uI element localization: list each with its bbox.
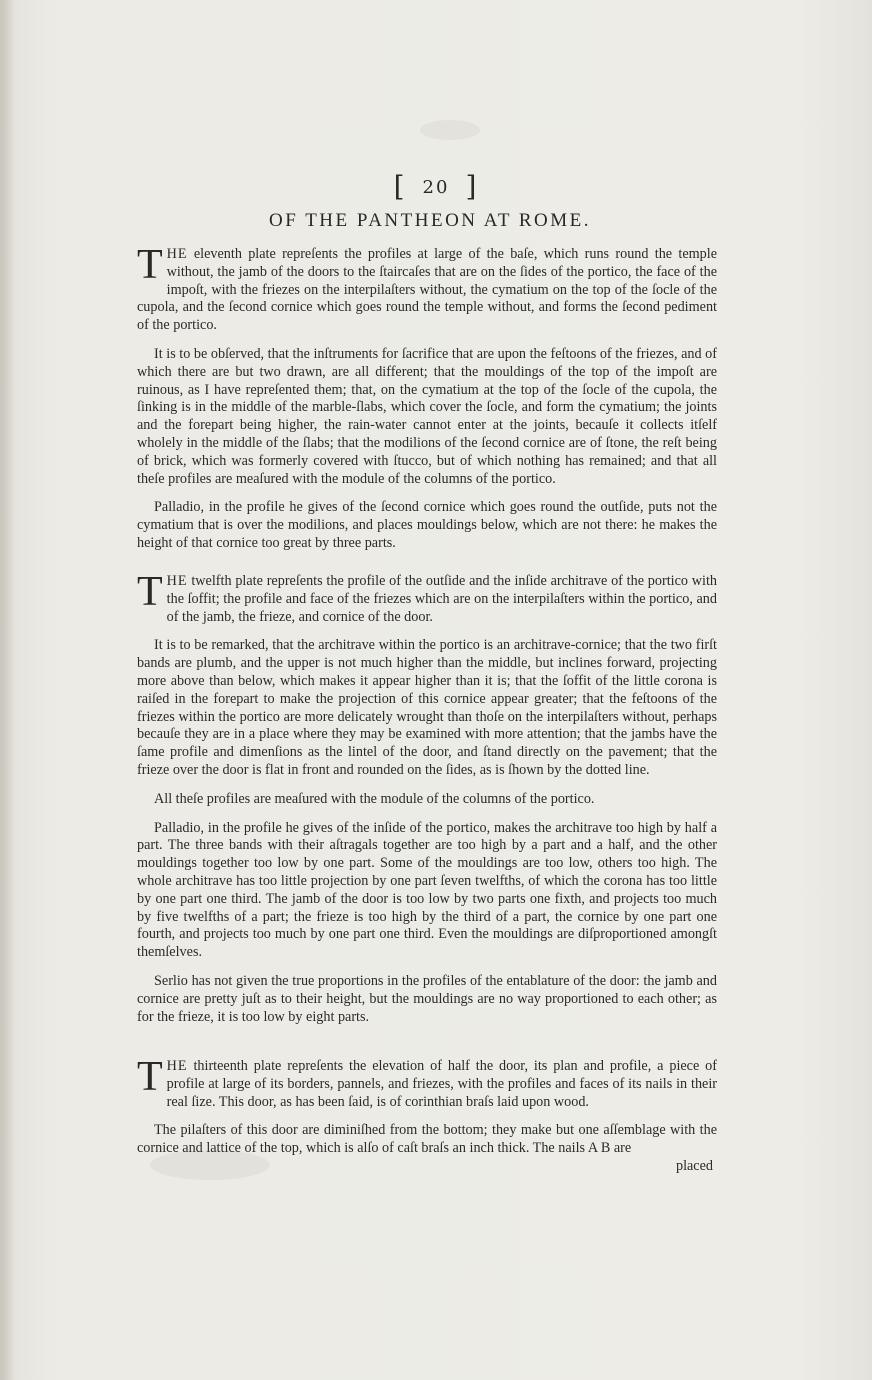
page-title: OF THE PANTHEON AT ROME.: [269, 210, 591, 231]
drop-cap: T: [137, 569, 163, 615]
drop-cap: T: [137, 1054, 163, 1100]
lead-word: HE: [166, 573, 188, 589]
page-number-value: 20: [422, 177, 450, 198]
section-thirteenth-plate: [137, 1054, 717, 1176]
lead-word: HE: [166, 246, 188, 262]
paragraph: Palladio, in the profile he gives of the inſide of the portico, makes the architrave too high by half a part. The three bands with their aſtragals together are too high by a part and a half, and the other mouldings together too low by one part. Some of the mouldings are too low, others too high. The whole architrave has too little projection by one part ſeven twelfths, of which the corona has too little by one part one third. The jamb of the door is too low by two parts one fixth, and projects too much by five twelfths of a part; the frieze is too high by the third of a part, the cornice by one part one fourth, and projects too much by one part one third. Even the mouldings are diſproportioned amongſt themſelves.: [137, 819, 717, 961]
drop-cap: T: [137, 242, 163, 288]
section-lead-paragraph: [137, 569, 717, 626]
section-lead-paragraph: [137, 1054, 717, 1111]
paper-stain: [420, 120, 480, 140]
page-number: [0, 170, 872, 203]
paragraph: Serlio has not given the true proportions in the profiles of the entablature of the door: the jamb and cornice are pretty juſt as to their height, but the mouldings are no way proportioned to each other; as for the frieze, it is too low by eight parts.: [137, 972, 717, 1025]
lead-text: twelfth plate repreſents the profile of the outſide and the inſide architrave of the portico with the ſoffit; the profile and face of the friezes which are on the interpilaſters within the portico, and of the jamb, the frieze, and cornice of the door.: [166, 573, 717, 625]
paragraph: It is to be obſerved, that the inſtruments for ſacrifice that are upon the feſtoons of the friezes, and of which there are but two drawn, are all different; that the mouldings of the top of the impoſt are ruinous, as I have repreſented them; that, on the cymatium at the top of the ſocle of the cupola, the ſinking is in the middle of the marble-ſlabs, which cover the ſocle, and form the cymatium; the joints and the forepart being higher, the rain-water cannot enter at the joints, becauſe it collects itſelf wholely in the middle of the ſlabs; that the modilions of the ſecond cornice are of ſtone, the reſt being of brick, which was formerly covered with ſtucco, but of which nothing has remained; and that all theſe profiles are meaſured with the module of the columns of the portico.: [137, 345, 717, 487]
section-eleventh-plate: [137, 242, 717, 553]
catchword: placed: [675, 1157, 713, 1174]
section-lead-paragraph: [137, 242, 717, 335]
lead-text: thirteenth plate repreſents the elevation of half the door, its plan and profile, a piece of profile at large of its borders, pannels, and friezes, with the profiles and faces of its nails in their real ſize. This door, as has been ſaid, is of corinthian braſs laid upon wood.: [166, 1058, 717, 1110]
page-number-close-bracket: ]: [465, 170, 479, 203]
paragraph: Palladio, in the profile he gives of the ſecond cornice which goes round the outſide, puts not the cymatium that is over the modilions, and places mouldings below, which are not there: he makes the height of that cornice too great by three parts.: [137, 499, 717, 551]
section-twelfth-plate: [137, 569, 717, 1026]
lead-text: eleventh plate repreſents the profiles at large of the baſe, which runs round the temple without, the jamb of the doors to the ſtaircaſes that are on the ſides of the portico, the face of the impoſt, with the friezes on the interpilaſters without, the cymatium on the top of the ſocle of the cupola, and the ſecond cornice which goes round the temple without, and forms the ſecond pediment of the portico.: [137, 246, 717, 334]
paragraph: The pilaſters of this door are diminiſhed from the bottom; they make but one aſſemblage with the cornice and lattice of the top, which is alſo of caſt braſs an inch thick. The nails A B are: [137, 1122, 717, 1157]
paragraph: All theſe profiles are meaſured with the module of the columns of the portico.: [154, 790, 595, 807]
paragraph: It is to be remarked, that the architrave within the portico is an architrave-cornice; that the two firſt bands are plumb, and the upper is not much higher than the middle, but inclines forward, projecting more above than below, which makes it appear higher than it is; that the ſoffit of the little corona is raiſed in the forepart to make the projection of this cornice appear greater; that the feſtoons of the friezes within the portico are more delicately wrought than thoſe on the interpilaſters without, perhaps becauſe they are in a place where they may be examined with more attention; that the jambs have the ſame profile and dimenſions as the lintel of the door, and ſtand directly on the pavement; that the frieze over the door is flat in front and rounded on the ſides, as is ſhown by the dotted line.: [137, 637, 717, 778]
lead-word: HE: [166, 1058, 188, 1074]
gutter-shadow: [0, 0, 14, 1380]
page-number-open-bracket: [: [393, 170, 407, 203]
